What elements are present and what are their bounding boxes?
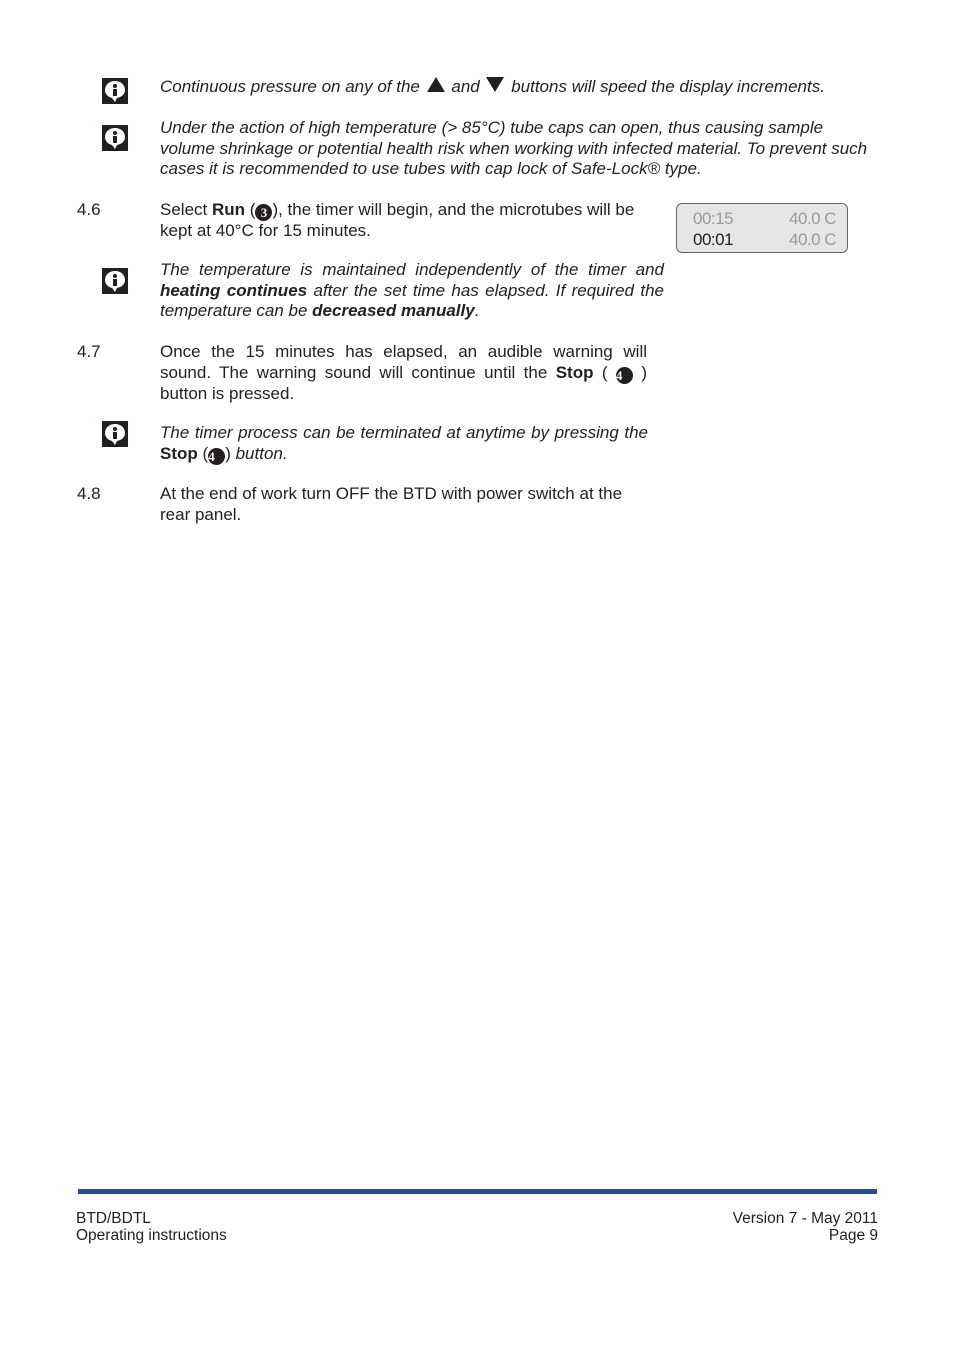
stop-label: Stop <box>160 443 198 463</box>
note-text: The temperature is maintained independently of the timer and <box>160 260 664 279</box>
note-bold: decreased manually <box>312 301 475 320</box>
paren: ) <box>641 362 647 382</box>
note-text: button. <box>235 443 288 463</box>
button-3-icon: 3 <box>255 204 272 221</box>
step-4-6-text <box>160 200 666 242</box>
note-text: . <box>474 301 480 320</box>
note-text: buttons will speed the display increments. <box>511 77 825 96</box>
note-high-temperature <box>160 118 878 180</box>
paren: ( <box>202 443 209 463</box>
arrow-down-icon <box>486 77 504 92</box>
run-label: Run <box>211 200 246 219</box>
current-time: 00:01 <box>693 230 734 249</box>
button-4-icon: 4 <box>616 367 633 384</box>
stop-label: Stop <box>555 362 594 382</box>
note-timer-terminate <box>160 423 648 465</box>
current-temperature: 40.0 C <box>789 230 837 249</box>
note-text: Continuous pressure on any of the <box>160 77 420 96</box>
footer-rule <box>78 1189 877 1194</box>
step-number: 4.7 <box>77 342 101 361</box>
paren: ( <box>601 362 608 382</box>
paren: ( <box>249 200 256 219</box>
note-display-increments <box>160 77 880 98</box>
step-text: At the end of work turn OFF the BTD with power switch at the rear panel. <box>160 484 623 524</box>
footer-left <box>76 1210 227 1244</box>
info-icon <box>102 125 128 151</box>
step-text: ), the timer will begin, and the microtubes will be kept at 40°C for 15 minutes. <box>160 200 635 240</box>
info-icon <box>102 78 128 104</box>
paren: ) <box>225 443 231 463</box>
set-temperature: 40.0 C <box>789 209 837 228</box>
step-4-7-text <box>160 342 647 404</box>
note-bold: heating continues <box>160 280 308 300</box>
step-number: 4.6 <box>77 200 101 219</box>
step-text: Select <box>160 200 208 219</box>
note-text: after the set time has elapsed. If required the temperature can be <box>160 280 664 320</box>
step-4-8-text <box>160 484 654 525</box>
info-icon <box>102 421 128 447</box>
footer-right <box>733 1210 878 1244</box>
footer-version: Version 7 - May 2011 <box>732 1210 878 1227</box>
footer-product: BTD/BDTL <box>76 1210 151 1227</box>
set-time: 00:15 <box>693 209 734 228</box>
info-icon <box>102 268 128 294</box>
step-number: 4.8 <box>77 484 101 503</box>
note-text: The timer process can be terminated at anytime by pressing the <box>160 423 648 442</box>
step-text: Once the 15 minutes has elapsed, an audible warning will sound. The warning sound will continue until the <box>160 342 647 382</box>
footer-page-number: Page 9 <box>828 1227 878 1244</box>
button-4-icon: 4 <box>208 448 225 465</box>
lcd-display <box>676 203 848 253</box>
note-temperature-maintained <box>160 260 664 322</box>
note-text: Under the action of high temperature (> 85°C) tube caps can open, thus causing sample volume shrinkage or potential health risk when working with infected material. To prevent such cases it is recommended to use tubes with cap lock of Safe-Lock® type. <box>160 118 868 178</box>
footer-doc-type: Operating instructions <box>76 1227 227 1244</box>
arrow-up-icon <box>427 77 445 92</box>
note-text: and <box>451 77 480 96</box>
step-text: button is pressed. <box>160 383 295 403</box>
